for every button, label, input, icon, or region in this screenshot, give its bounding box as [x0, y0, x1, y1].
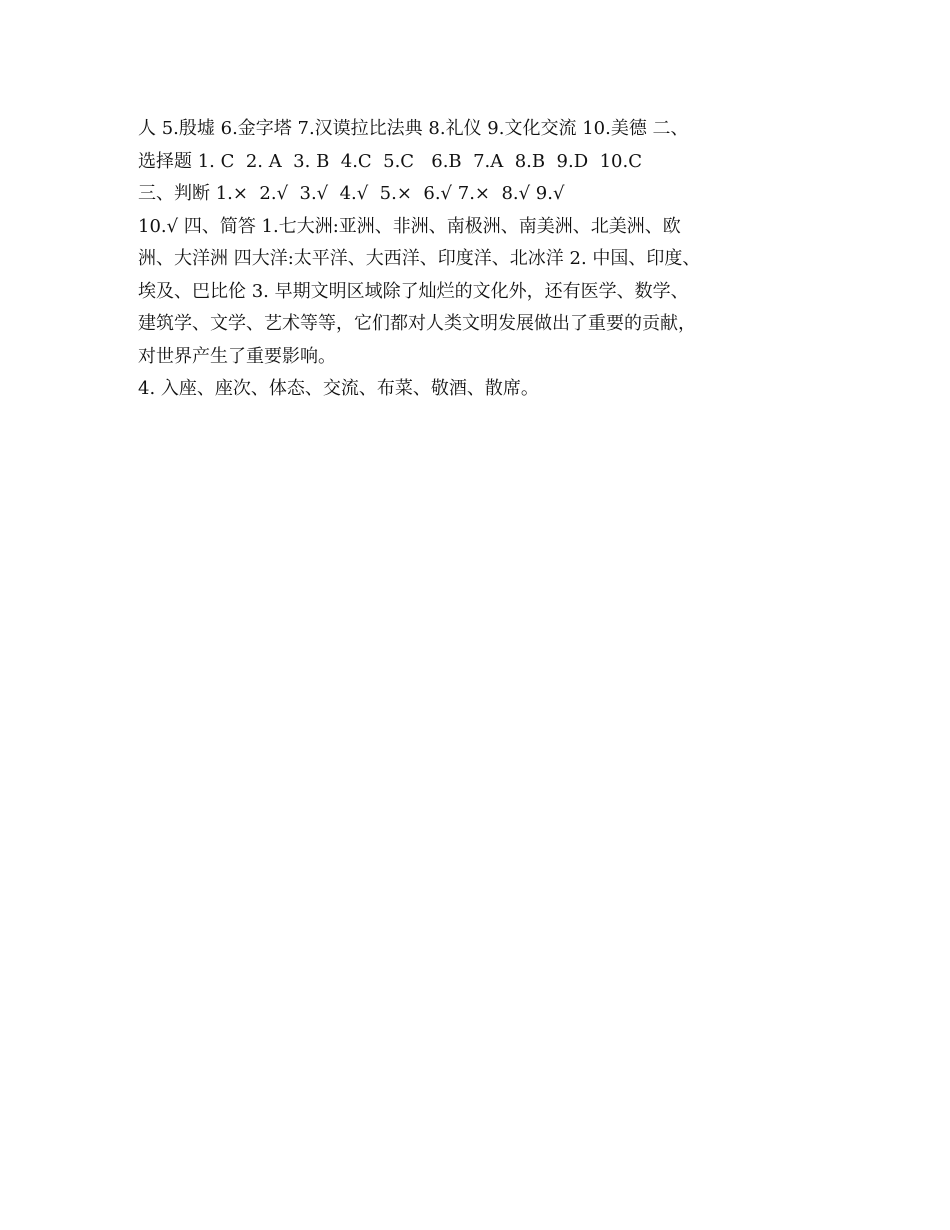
text-line: 人 5.殷墟 6.金字塔 7.汉谟拉比法典 8.礼仪 9.文化交流 10.美德 二、 — [138, 118, 689, 139]
text-line: 埃及、巴比伦 3. 早期文明区域除了灿烂的文化外，还有医学、数学、 — [138, 280, 689, 302]
text-line: 建筑学、文学、艺术等等，它们都对人类文明发展做出了重要的贡献， — [138, 313, 696, 334]
text-line: 三、判断 1.× 2.√ 3.√ 4.√ 5.× 6.√ 7.× 8.√ 9.√ — [138, 183, 565, 204]
text-line: 10.√ 四、简答 1.七大洲:亚洲、非洲、南极洲、南美洲、北美洲、欧 — [138, 215, 681, 237]
text-line: 选择题 1. C 2. A 3. B 4.C 5.C 6.B 7.A 8.B 9.D 10.C — [138, 150, 642, 172]
text-line: 4. 入座、座次、体态、交流、布菜、敬酒、散席。 — [138, 378, 539, 399]
text-line: 洲、大洋洲 四大洋:太平洋、大西洋、印度洋、北冰洋 2. 中国、印度、 — [138, 248, 701, 269]
answer-key-text — [138, 113, 838, 406]
text-line: 对世界产生了重要影响。 — [138, 345, 336, 367]
